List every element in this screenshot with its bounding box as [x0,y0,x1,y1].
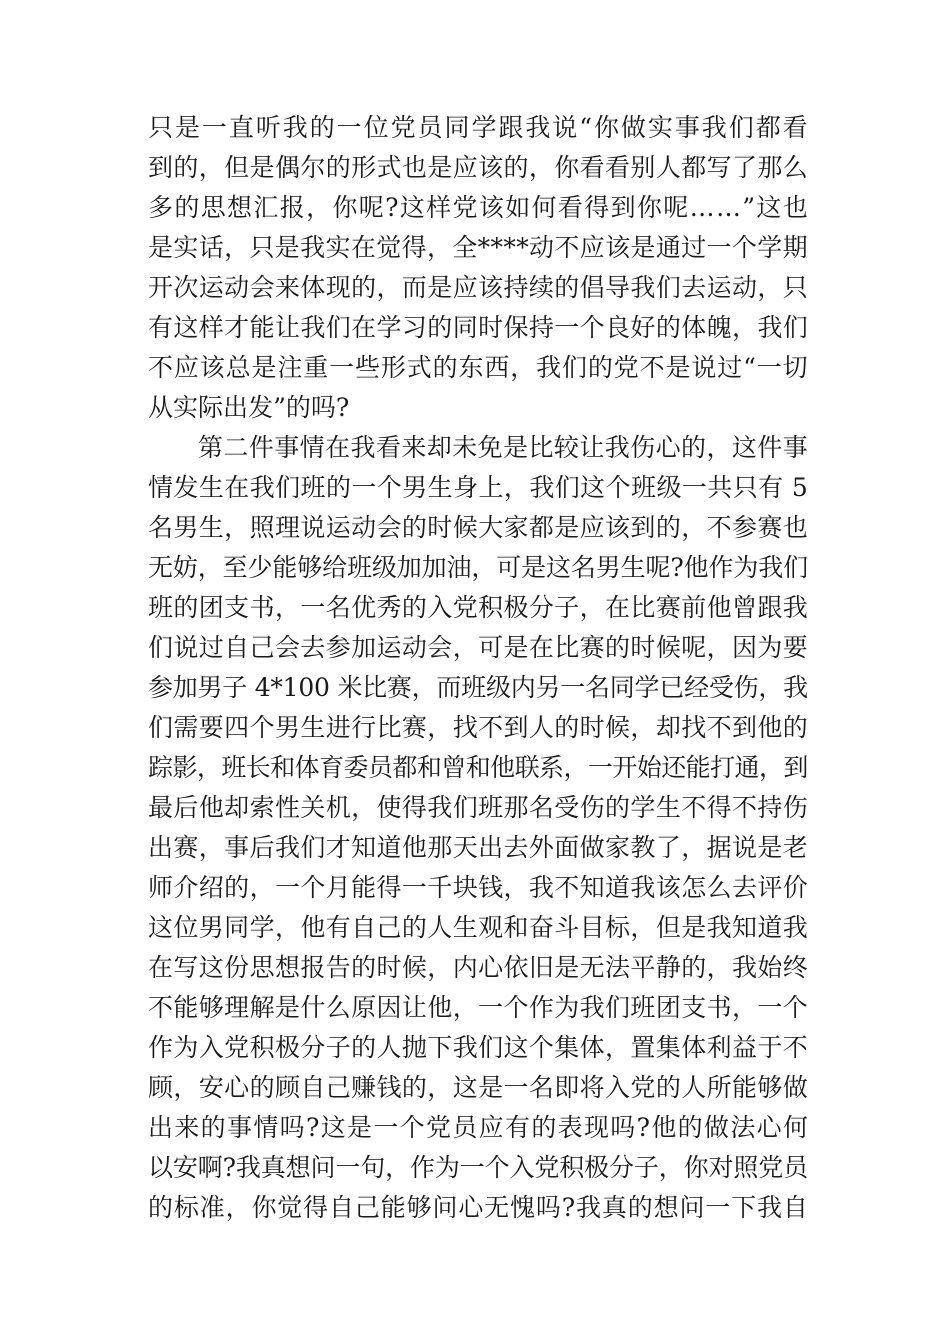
text-line: 有这样才能让我们在学习的同时保持一个良好的体魄，我们 [148,313,808,342]
text-line: 多的思想汇报，你呢?这样党该如何看得到你呢……”这也 [148,193,808,222]
text-line: 以安啊?我真想问一句，作为一个入党积极分子，你对照党员 [148,1153,809,1182]
text-line: 不能够理解是什么原因让他，一个作为我们班团支书，一个 [148,993,808,1022]
text-line: 情发生在我们班的一个男生身上，我们这个班级一共只有 5 [148,473,808,502]
text-line: 出来的事情吗?这是一个党员应有的表现吗?他的做法心何 [148,1113,808,1142]
text-line: 师介绍的，一个月能得一千块钱，我不知道我该怎么去评价 [148,873,808,902]
text-line: 这位男同学，他有自己的人生观和奋斗目标，但是我知道我 [148,913,808,942]
text-line: 无妨，至少能够给班级加加油，可是这名男生呢?他作为我们 [148,553,809,582]
text-line: 最后他却索性关机，使得我们班那名受伤的学生不得不持伤 [148,793,808,822]
text-line: 从实际出发”的吗? [148,393,350,422]
text-line: 们需要四个男生进行比赛，找不到人的时候，却找不到他的 [148,713,808,742]
text-line: 不应该总是注重一些形式的东西，我们的党不是说过“一切 [148,353,808,382]
text-line: 在写这份思想报告的时候，内心依旧是无法平静的，我始终 [148,953,808,982]
text-line: 的标准，你觉得自己能够问心无愧吗?我真的想问一下我自 [148,1193,808,1222]
paragraph-2 [148,428,808,1228]
text-line: 踪影，班长和体育委员都和曾和他联系，一开始还能打通，到 [148,753,809,782]
text-line: 班的团支书，一名优秀的入党积极分子，在比赛前他曾跟我 [148,593,808,622]
text-line: 出赛，事后我们才知道他那天出去外面做家教了，据说是老 [148,833,808,862]
text-line: 开次运动会来体现的，而是应该持续的倡导我们去运动，只 [148,273,808,302]
document-body [148,108,808,1228]
text-line: 作为入党积极分子的人抛下我们这个集体，置集体利益于不 [148,1033,808,1062]
text-line: 顾，安心的顾自己赚钱的，这是一名即将入党的人所能够做 [148,1073,808,1102]
text-line: 们说过自己会去参加运动会，可是在比赛的时候呢，因为要 [148,633,808,662]
text-line: 第二件事情在我看来却未免是比较让我伤心的，这件事 [198,433,808,462]
text-line: 到的，但是偶尔的形式也是应该的，你看看别人都写了那么 [148,153,808,182]
paragraph-1 [148,108,808,428]
text-line: 参加男子 4*100 米比赛，而班级内另一名同学已经受伤，我 [148,673,809,702]
text-line: 名男生，照理说运动会的时候大家都是应该到的，不参赛也 [148,513,808,542]
text-line: 是实话，只是我实在觉得，全****动不应该是通过一个学期 [148,233,808,262]
text-line: 只是一直听我的一位党员同学跟我说“你做实事我们都看 [148,113,808,142]
